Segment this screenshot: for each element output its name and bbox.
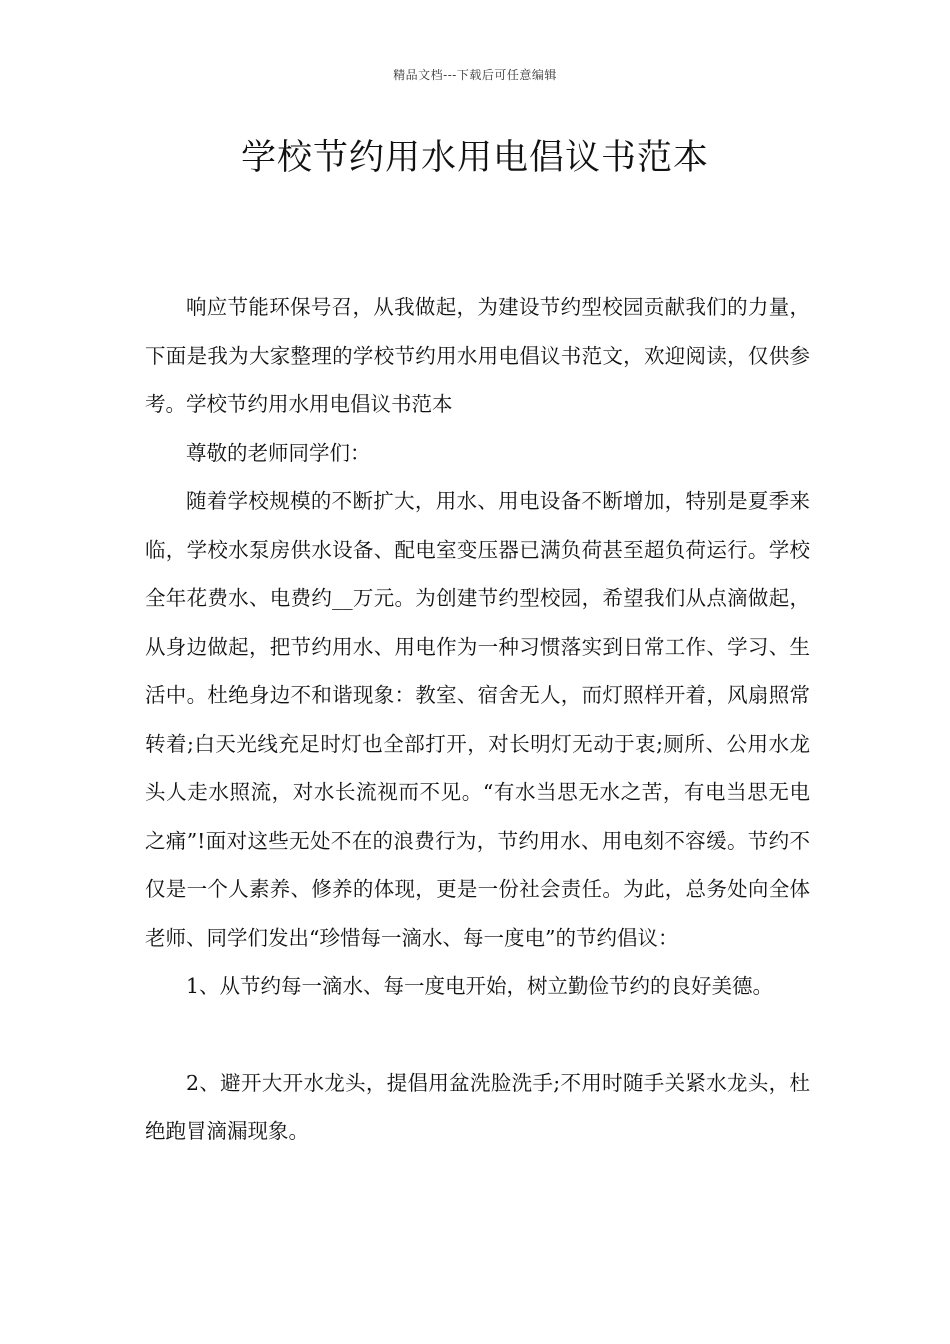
proposal-item-1: 1、从节约每一滴水、每一度电开始，树立勤俭节约的良好美德。 <box>186 974 774 998</box>
main-paragraph: 随着学校规模的不断扩大，用水、用电设备不断增加，特别是夏季来临，学校水泵房供水设备、配电室变压器已满负荷甚至超负荷运行。学校全年花费水、电费约__万元。为创建节约型校园，希望我们从点滴做起，从身边做起，把节约用水、用电作为一种习惯落实到日常工作、学习、生活中。杜绝身边不和谐现象：教室、宿舍无人，而灯照样开着，风扇照常转着;白天光线充足时灯也全部打开，对长明灯无动于衷;厕所、公用水龙头人走水照流，对水长流视而不见。“有水当思无水之苦，有电当思无电之痛”!面对这些无处不在的浪费行为，节约用水、用电刻不容缓。节约不仅是一个人素养、修养的体现，更是一份社会责任。为此，总务处向全体老师、同学们发出“珍惜每一滴水、每一度电”的节约倡议： <box>145 489 810 950</box>
intro-paragraph: 响应节能环保号召，从我做起，为建设节约型校园贡献我们的力量，下面是我为大家整理的学校节约用水用电倡议书范文，欢迎阅读，仅供参考。学校节约用水用电倡议书范本 <box>145 295 810 416</box>
document-title: 学校节约用水用电倡议书范本 <box>240 138 709 178</box>
salutation-paragraph: 尊敬的老师同学们： <box>186 440 371 465</box>
header-note: 精品文档---下载后可任意编辑 <box>393 68 557 82</box>
proposal-item-2: 2、避开大开水龙头，提倡用盆洗脸洗手;不用时随手关紧水龙头，杜绝跑冒滴漏现象。 <box>145 1070 810 1143</box>
document-body <box>145 283 810 1156</box>
